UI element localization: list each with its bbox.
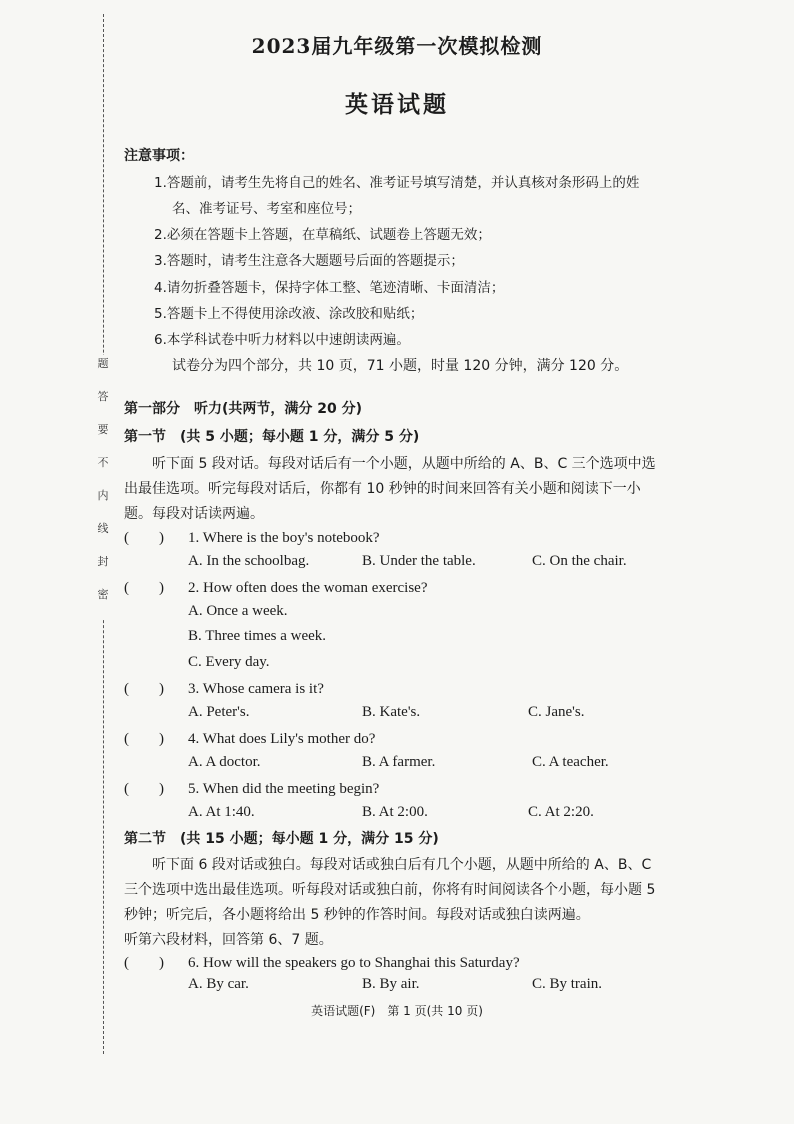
section1-instructions: 题。每段对话读两遍。 (124, 506, 264, 522)
notice-item: 4.请勿折叠答题卡，保持字体工整、笔迹清晰、卡面清洁； (154, 280, 505, 296)
section2-instructions: 听下面 6 段对话或独白。每段对话或独白后有几个小题，从题中所给的 A、B、C (152, 857, 652, 873)
answer-blank[interactable]: ( ) (124, 681, 164, 697)
notice-item: 5.答题卡上不得使用涂改液、涂改胶和贴纸； (154, 306, 424, 322)
notice-item: 1.答题前，请考生先将自己的姓名、准考证号填写清楚，并认真核对条形码上的姓 (154, 175, 640, 191)
option-b: B. A farmer. (362, 754, 436, 770)
page-footer: 英语试题(F) 第 1 页(共 10 页) (311, 1004, 483, 1018)
answer-blank[interactable]: ( ) (124, 580, 164, 596)
option-a: A. Peter's. (188, 704, 250, 720)
option-b: B. At 2:00. (362, 804, 428, 820)
section2-heading: 第二节 (共 15 小题；每小题 1 分，满分 15 分) (124, 831, 439, 847)
option-b: B. Three times a week. (188, 628, 327, 644)
binding-char: 要 (97, 423, 109, 437)
answer-blank[interactable]: ( ) (124, 781, 164, 797)
section2-instructions: 秒钟；听完后，各小题将给出 5 秒钟的作答时间。每段对话或独白读两遍。 (124, 907, 590, 923)
option-a: A. In the schoolbag. (188, 553, 310, 569)
option-a: A. Once a week. (188, 603, 288, 619)
notice-summary: 试卷分为四个部分，共 10 页，71 小题，时量 120 分钟，满分 120 分。 (172, 358, 629, 374)
question-row (124, 729, 375, 749)
notice-item: 6.本学科试卷中听力材料以中速朗读两遍。 (154, 332, 410, 348)
exam-title: 2023届九年级第一次模拟检测 (251, 34, 543, 58)
binding-char: 密 (97, 588, 109, 602)
binding-char: 题 (97, 357, 109, 370)
option-b: B. Under the table. (362, 553, 476, 569)
binding-char: 答 (97, 390, 109, 404)
option-c: C. At 2:20. (528, 804, 594, 820)
notice-heading: 注意事项： (124, 148, 194, 164)
question-row (124, 578, 428, 598)
option-b: B. Kate's. (362, 704, 421, 720)
binding-warning (96, 355, 110, 619)
answer-blank[interactable]: ( ) (124, 955, 164, 971)
binding-char: 内 (97, 489, 109, 503)
option-c: C. A teacher. (532, 754, 609, 770)
section2-instructions: 三个选项中选出最佳选项。听每段对话或独白前，你将有时间阅读各个小题，每小题 5 (124, 882, 656, 898)
option-a: A. At 1:40. (188, 804, 255, 820)
option-a: A. A doctor. (188, 754, 261, 770)
section1-heading: 第一节 (共 5 小题；每小题 1 分，满分 5 分) (124, 429, 420, 445)
question-row (124, 779, 379, 799)
question-text: 6. How will the speakers go to Shanghai this Saturday? (188, 955, 520, 971)
question-text: 3. Whose camera is it? (188, 681, 324, 697)
question-text: 5. When did the meeting begin? (188, 781, 380, 797)
question-text: 4. What does Lily's mother do? (188, 731, 376, 747)
binding-char: 线 (97, 522, 109, 536)
option-c: C. Jane's. (528, 704, 585, 720)
notice-item: 2.必须在答题卡上答题，在草稿纸、试题卷上答题无效； (154, 227, 491, 243)
notice-item: 名、准考证号、考室和座位号； (172, 201, 361, 217)
question-text: 2. How often does the woman exercise? (188, 580, 428, 596)
binding-char: 不 (97, 456, 109, 470)
question-row (124, 528, 380, 548)
notice-item: 3.答题时，请考生注意各大题题号后面的答题提示； (154, 253, 464, 269)
question-row (124, 679, 324, 699)
material-instruction: 听第六段材料，回答第 6、7 题。 (124, 932, 333, 948)
answer-blank[interactable]: ( ) (124, 530, 164, 546)
option-c: C. On the chair. (532, 553, 627, 569)
section1-instructions: 听下面 5 段对话。每段对话后有一个小题，从题中所给的 A、B、C 三个选项中选 (152, 456, 656, 472)
option-c: C. Every day. (188, 654, 270, 670)
option-b: B. By air. (362, 976, 420, 992)
question-text: 1. Where is the boy's notebook? (188, 530, 380, 546)
question-row (124, 953, 520, 973)
part1-heading: 第一部分 听力(共两节，满分 20 分) (124, 401, 363, 417)
section1-instructions: 出最佳选项。听完每段对话后，你都有 10 秒钟的时间来回答有关小题和阅读下一小 (124, 481, 641, 497)
binding-char: 封 (97, 555, 109, 569)
option-c: C. By train. (532, 976, 602, 992)
exam-subtitle: 英语试题 (345, 91, 449, 118)
answer-blank[interactable]: ( ) (124, 731, 164, 747)
option-a: A. By car. (188, 976, 249, 992)
